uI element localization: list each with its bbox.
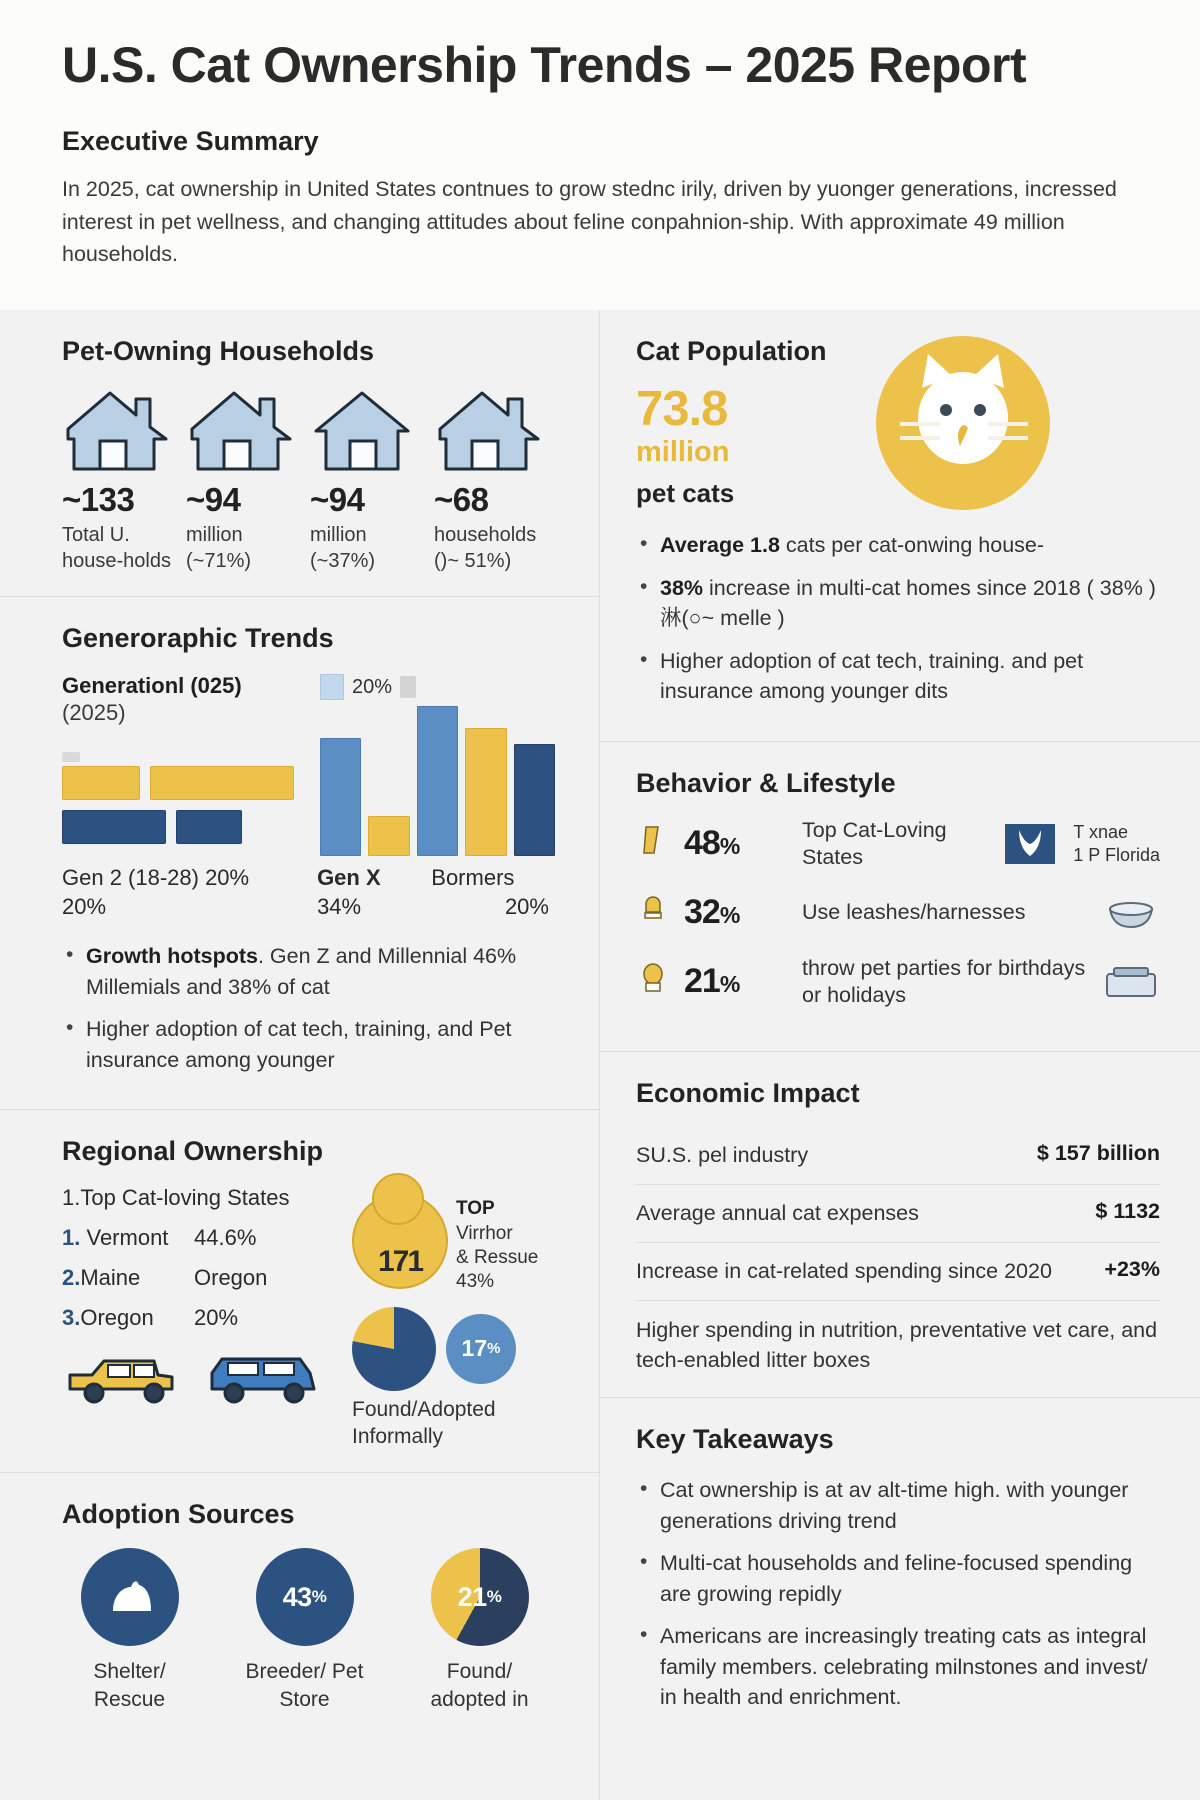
household-value: ~94 xyxy=(186,481,241,518)
behavior-label: throw pet parties for birthdays or holidays xyxy=(802,955,1086,1007)
household-value: ~133 xyxy=(62,481,135,518)
bar-millennial xyxy=(368,816,409,856)
hbar-row xyxy=(62,810,308,844)
list-item: • Cat ownership is at av alt-time high. with younger generations driving trend xyxy=(636,1475,1160,1536)
hbar-row xyxy=(62,766,308,800)
panel-cat-population xyxy=(600,310,1200,742)
hbar-dark-a xyxy=(62,810,166,844)
ruler-icon xyxy=(636,825,670,862)
household-stat xyxy=(62,385,180,574)
panel-regional-ownership xyxy=(0,1110,599,1473)
blue-car-icon xyxy=(204,1349,322,1407)
bar-silent xyxy=(514,744,555,856)
behavior-percent-value: 21 xyxy=(684,962,720,1001)
state-label: Oregon xyxy=(80,1305,154,1331)
hbar-yellow-a xyxy=(62,766,140,800)
behavior-label: Top Cat-Loving States xyxy=(802,817,947,869)
economic-value: $ 157 billion xyxy=(1036,1140,1160,1165)
state-label: Vermont xyxy=(86,1225,169,1251)
cat-population-top xyxy=(636,336,1160,510)
cat-population-figures xyxy=(636,336,876,510)
right-column xyxy=(600,310,1200,1800)
badge-text xyxy=(456,1193,538,1294)
balloon-svg xyxy=(641,962,665,994)
demographics-chart xyxy=(62,672,555,856)
generation-labels xyxy=(62,864,555,921)
panel-adoption-sources xyxy=(0,1473,599,1735)
legend-swatch-icon xyxy=(320,674,344,700)
bullet-text: Higher adoption of cat tech, training. and pet insurance among younger dits xyxy=(660,648,1084,704)
demographics-vbars xyxy=(320,672,555,856)
table-row xyxy=(636,1127,1160,1185)
pie-value: 17 xyxy=(461,1335,488,1362)
bar-boomer xyxy=(465,728,506,856)
household-value: ~68 xyxy=(434,481,489,518)
behavior-extra: T xnae 1 P Florida xyxy=(1073,822,1160,865)
demographics-bullets xyxy=(62,941,555,1075)
economic-title: Economic Impact xyxy=(636,1077,860,1108)
adoption-unit: % xyxy=(486,1587,502,1607)
coin-icon xyxy=(352,1193,448,1289)
behavior-title: Behavior & Lifestyle xyxy=(636,767,896,798)
demographics-title: Generoraphic Trends xyxy=(62,623,334,654)
state-name xyxy=(62,1305,194,1331)
adoption-item xyxy=(237,1548,372,1713)
state-value: 44.6% xyxy=(194,1225,257,1251)
household-label: million (~37%) xyxy=(310,524,376,572)
household-label: Total U. house-holds xyxy=(62,524,171,572)
economic-value: $ 1132 xyxy=(1095,1198,1160,1223)
bullet-text: cats per cat-onwing house- xyxy=(779,533,1045,557)
top-badge xyxy=(352,1193,555,1294)
badge-line3: 43% xyxy=(456,1271,495,1293)
household-label: million (~71%) xyxy=(186,524,252,572)
yellow-car-icon xyxy=(62,1349,180,1407)
cat-population-sub: pet cats xyxy=(636,477,735,508)
cat-face-svg xyxy=(876,336,1050,510)
household-stat xyxy=(310,385,428,574)
cat-silhouette-icon xyxy=(103,1577,157,1617)
regional-content xyxy=(62,1185,555,1450)
household-label: households ()~ 51%) xyxy=(434,524,537,572)
adoption-caption: Breeder/ Pet Store xyxy=(245,1660,364,1711)
behavior-percent xyxy=(684,824,788,863)
page-title: U.S. Cat Ownership Trends – 2025 Report xyxy=(62,37,1027,93)
list-item xyxy=(62,1305,352,1331)
chart-chip xyxy=(62,752,80,762)
bullet-bold: Growth hotspots xyxy=(86,944,258,969)
economic-note: Higher spending in nutrition, preventative vet care, and tech-enabled litter boxes xyxy=(636,1317,1158,1373)
bullet-bold: Average 1.8 xyxy=(660,533,780,557)
gen-z-label-block xyxy=(62,864,317,921)
boomers-label: Bormers xyxy=(431,865,515,891)
gen-x-label: Gen X xyxy=(317,865,381,891)
household-stat xyxy=(186,385,304,574)
balloon-icon xyxy=(636,962,670,1001)
adoption-item xyxy=(62,1548,197,1713)
panel-key-takeaways xyxy=(600,1398,1200,1747)
panel-pet-owning-households xyxy=(0,310,599,597)
boomers-value: 20% xyxy=(504,893,549,919)
state-value: 20% xyxy=(194,1305,239,1331)
litter-box-icon xyxy=(1102,960,1160,1004)
household-icon-row xyxy=(62,385,555,574)
state-value: Oregon xyxy=(194,1265,268,1291)
flag-icon xyxy=(1001,822,1059,866)
legend-label: 20% xyxy=(352,675,393,698)
bullet-text: increase in multi-cat homes since 2018 ( 38% )淋(○~ melle ) xyxy=(660,575,1156,631)
chart-legend xyxy=(320,672,555,702)
vehicle-icons xyxy=(62,1349,352,1407)
body-columns xyxy=(0,310,1200,1800)
adoption-title: Adoption Sources xyxy=(62,1499,295,1530)
behavior-percent-unit: % xyxy=(719,971,740,998)
cat-population-value: 73.8 xyxy=(636,382,728,436)
adoption-value: 43 xyxy=(282,1581,312,1612)
badge-number: 171 xyxy=(377,1245,423,1279)
executive-summary-heading: Executive Summary xyxy=(62,126,319,156)
list-item xyxy=(62,1014,555,1075)
list-item xyxy=(62,1265,352,1291)
behavior-percent-unit: % xyxy=(719,902,740,929)
state-label: Maine xyxy=(80,1265,141,1291)
takeaways-list xyxy=(636,1475,1160,1713)
cat-population-bullets xyxy=(636,530,1160,707)
gen-x-value: 34% xyxy=(317,893,362,919)
bell-icon xyxy=(636,894,670,931)
shelter-donut-icon xyxy=(81,1548,179,1646)
list-item xyxy=(636,573,1160,634)
house-icon xyxy=(434,385,544,473)
regional-list xyxy=(62,1185,352,1450)
left-column xyxy=(0,310,600,1800)
table-row xyxy=(636,1185,1160,1243)
table-row xyxy=(636,1243,1160,1301)
list-item xyxy=(636,646,1160,707)
panel-demographic-trends xyxy=(0,597,599,1110)
pie-chart-found xyxy=(352,1307,436,1391)
economic-key: Increase in cat-related spending since 2020 xyxy=(636,1258,1052,1283)
cat-face-icon xyxy=(876,336,1050,510)
cat-population-unit: million xyxy=(636,436,730,468)
pie-unit: % xyxy=(487,1340,501,1358)
state-name xyxy=(62,1265,194,1291)
gen-x-label-block xyxy=(317,864,431,921)
behavior-percent xyxy=(684,893,788,932)
bar-gen-z xyxy=(320,738,361,856)
regional-title: Regional Ownership xyxy=(62,1136,324,1167)
cat-population-title: Cat Population xyxy=(636,336,827,366)
behavior-row xyxy=(636,955,1160,1009)
badge-line1: Virrhor xyxy=(456,1222,513,1244)
gen-z-label: Gen 2 (18-28) 20% xyxy=(62,865,250,891)
bowl-icon xyxy=(1102,891,1160,935)
economic-key: Average annual cat expenses xyxy=(636,1200,919,1225)
panel-behavior-lifestyle xyxy=(600,742,1200,1052)
list-item xyxy=(62,1225,352,1251)
chart-subtitle: (2025) xyxy=(62,699,126,725)
regional-list-header: 1.Top Cat-loving States xyxy=(62,1185,290,1211)
vertical-bars xyxy=(320,704,555,856)
house-icon xyxy=(62,385,172,473)
economic-value: +23% xyxy=(1104,1256,1160,1281)
bell-svg xyxy=(642,894,664,924)
state-rank: 3. xyxy=(62,1305,81,1331)
list-item: • Multi-cat households and feline-focused spending are growing repidly xyxy=(636,1548,1160,1609)
household-value: ~94 xyxy=(310,481,365,518)
gen-z-value: 20% xyxy=(62,893,107,919)
households-title: Pet-Owning Households xyxy=(62,336,375,366)
regional-pies xyxy=(352,1307,555,1391)
badge-top: TOP xyxy=(456,1198,495,1220)
state-name xyxy=(62,1225,194,1251)
adoption-unit: % xyxy=(311,1587,327,1607)
list-item xyxy=(636,530,1160,561)
takeaways-title: Key Takeaways xyxy=(636,1424,834,1455)
pie-chart-percent xyxy=(446,1314,516,1384)
bar-gen-x xyxy=(417,706,458,856)
behavior-percent xyxy=(684,962,788,1001)
mini-coin-icon xyxy=(372,1173,424,1225)
list-item xyxy=(62,941,555,1002)
house-icon xyxy=(186,385,296,473)
breeder-donut-icon xyxy=(256,1548,354,1646)
adoption-caption: Shelter/ Rescue xyxy=(93,1660,166,1711)
economic-key: SU.S. pel industry xyxy=(636,1142,809,1167)
behavior-label: Use leashes/harnesses xyxy=(802,900,1026,925)
adoption-caption: Found/ adopted in xyxy=(430,1660,529,1711)
adoption-item xyxy=(412,1548,547,1713)
adoption-value: 21 xyxy=(457,1581,487,1612)
report-header xyxy=(0,0,1200,310)
hbar-yellow-b xyxy=(150,766,294,800)
household-stat xyxy=(434,385,552,574)
demographics-hbars xyxy=(62,672,308,856)
hbar-dark-b xyxy=(176,810,242,844)
adoption-donuts xyxy=(62,1548,555,1713)
regional-badges xyxy=(352,1185,555,1450)
bullet-bold: 38% xyxy=(660,575,704,600)
behavior-percent-value: 48 xyxy=(684,824,720,863)
state-rank: 2. xyxy=(62,1265,81,1291)
state-rank: 1. xyxy=(62,1225,81,1251)
bullet-text: Higher adoption of cat tech, training, and Pet insurance among younger xyxy=(86,1017,512,1072)
behavior-row xyxy=(636,891,1160,935)
behavior-row xyxy=(636,817,1160,871)
house-icon xyxy=(310,385,420,473)
ruler-svg xyxy=(640,825,666,855)
pie-caption: Found/Adopted Informally xyxy=(352,1397,496,1448)
badge-line2: & Ressue xyxy=(456,1247,539,1269)
found-donut-icon xyxy=(431,1548,529,1646)
boomers-label-block xyxy=(431,864,555,921)
bullet-text: . Gen Z and Millennial 46% Millemials and 38% of cat xyxy=(86,944,517,999)
list-item: • Americans are increasingly treating cats as integral family members. celebrating milnstones and invest/ in health and enrichment. xyxy=(636,1621,1160,1713)
behavior-percent-unit: % xyxy=(719,833,740,860)
executive-summary-text: In 2025, cat ownership in United States contnues to grow stednc irily, driven by yuonger generations, incressed interest in pet wellness, and changing attitudes about feline conpahnion-ship. With approximate 49 million households. xyxy=(62,177,1117,267)
chart-title: Generationl (025) xyxy=(62,673,242,699)
hbar-group xyxy=(62,752,308,844)
behavior-percent-value: 32 xyxy=(684,893,720,932)
legend-ghost-icon xyxy=(400,676,416,698)
panel-economic-impact xyxy=(600,1052,1200,1398)
